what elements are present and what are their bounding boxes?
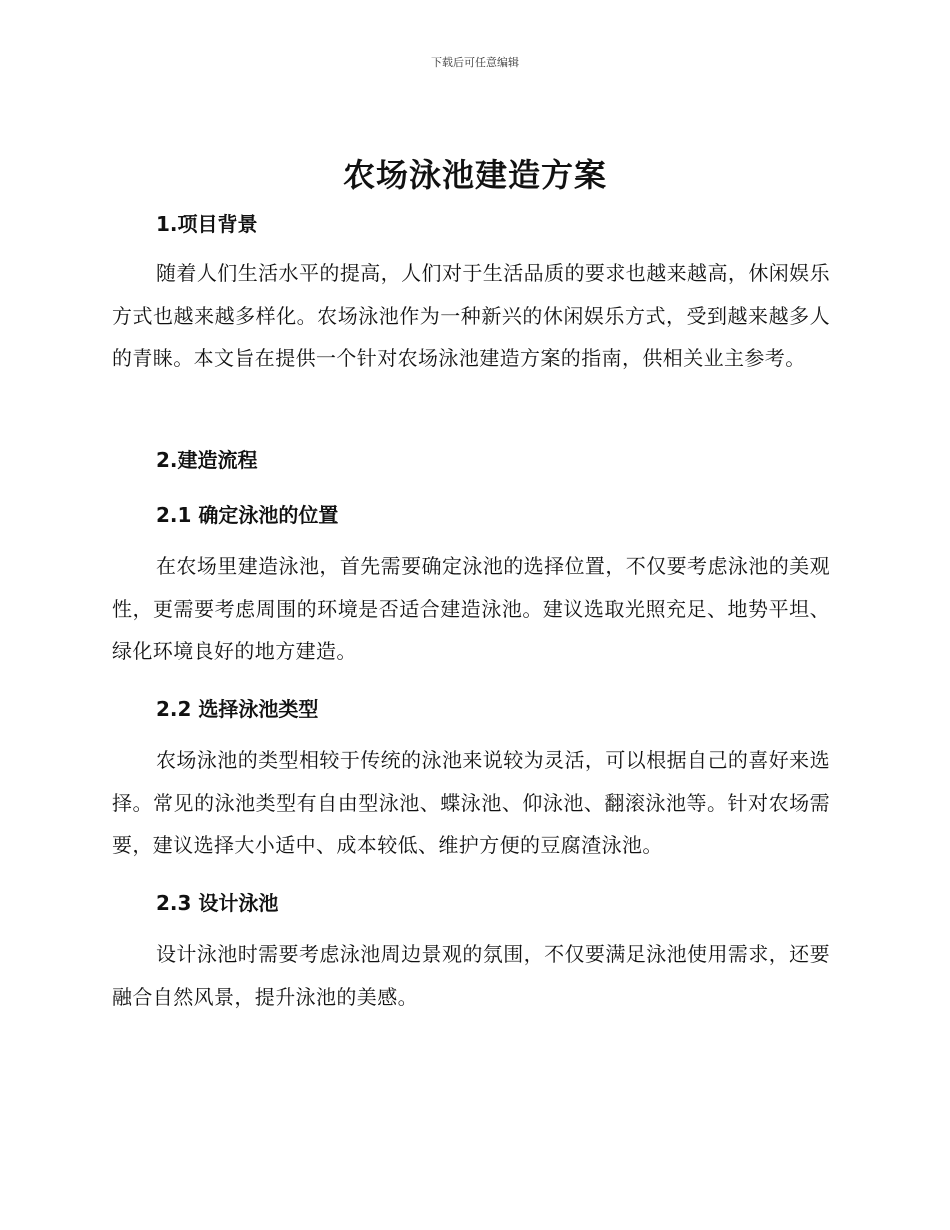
document-title: 农场泳池建造方案 (342, 156, 607, 194)
paragraph-pool-design: 设计泳池时需要考虑泳池周边景观的氛围，不仅要满足泳池使用需求，还要融合自然风景，提升泳池的美感。 (112, 942, 830, 1009)
section-heading-pool-location: 2.1 确定泳池的位置 (156, 503, 339, 527)
header-note: 下载后可任意编辑 (431, 56, 519, 69)
section-heading-project-background: 1.项目背景 (156, 212, 258, 236)
paragraph-pool-location: 在农场里建造泳池，首先需要确定泳池的选择位置，不仅要考虑泳池的美观性，更需要考虑周围的环境是否适合建造泳池。建议选取光照充足、地势平坦、绿化环境良好的地方建造。 (112, 554, 830, 663)
paragraph-pool-type: 农场泳池的类型相较于传统的泳池来说较为灵活，可以根据自己的喜好来选择。常见的泳池类型有自由型泳池、蝶泳池、仰泳池、翻滚泳池等。针对农场需要，建议选择大小适中、成本较低、维护方便的豆腐渣泳池。 (112, 748, 830, 857)
paragraph-project-background: 随着人们生活水平的提高，人们对于生活品质的要求也越来越高，休闲娱乐方式也越来越多样化。农场泳池作为一种新兴的休闲娱乐方式，受到越来越多人的青睐。本文旨在提供一个针对农场泳池建造方案的指南，供相关业主参考。 (112, 261, 830, 370)
section-heading-construction-process: 2.建造流程 (156, 448, 258, 472)
section-heading-pool-design: 2.3 设计泳池 (156, 891, 279, 915)
section-heading-pool-type: 2.2 选择泳池类型 (156, 697, 319, 721)
